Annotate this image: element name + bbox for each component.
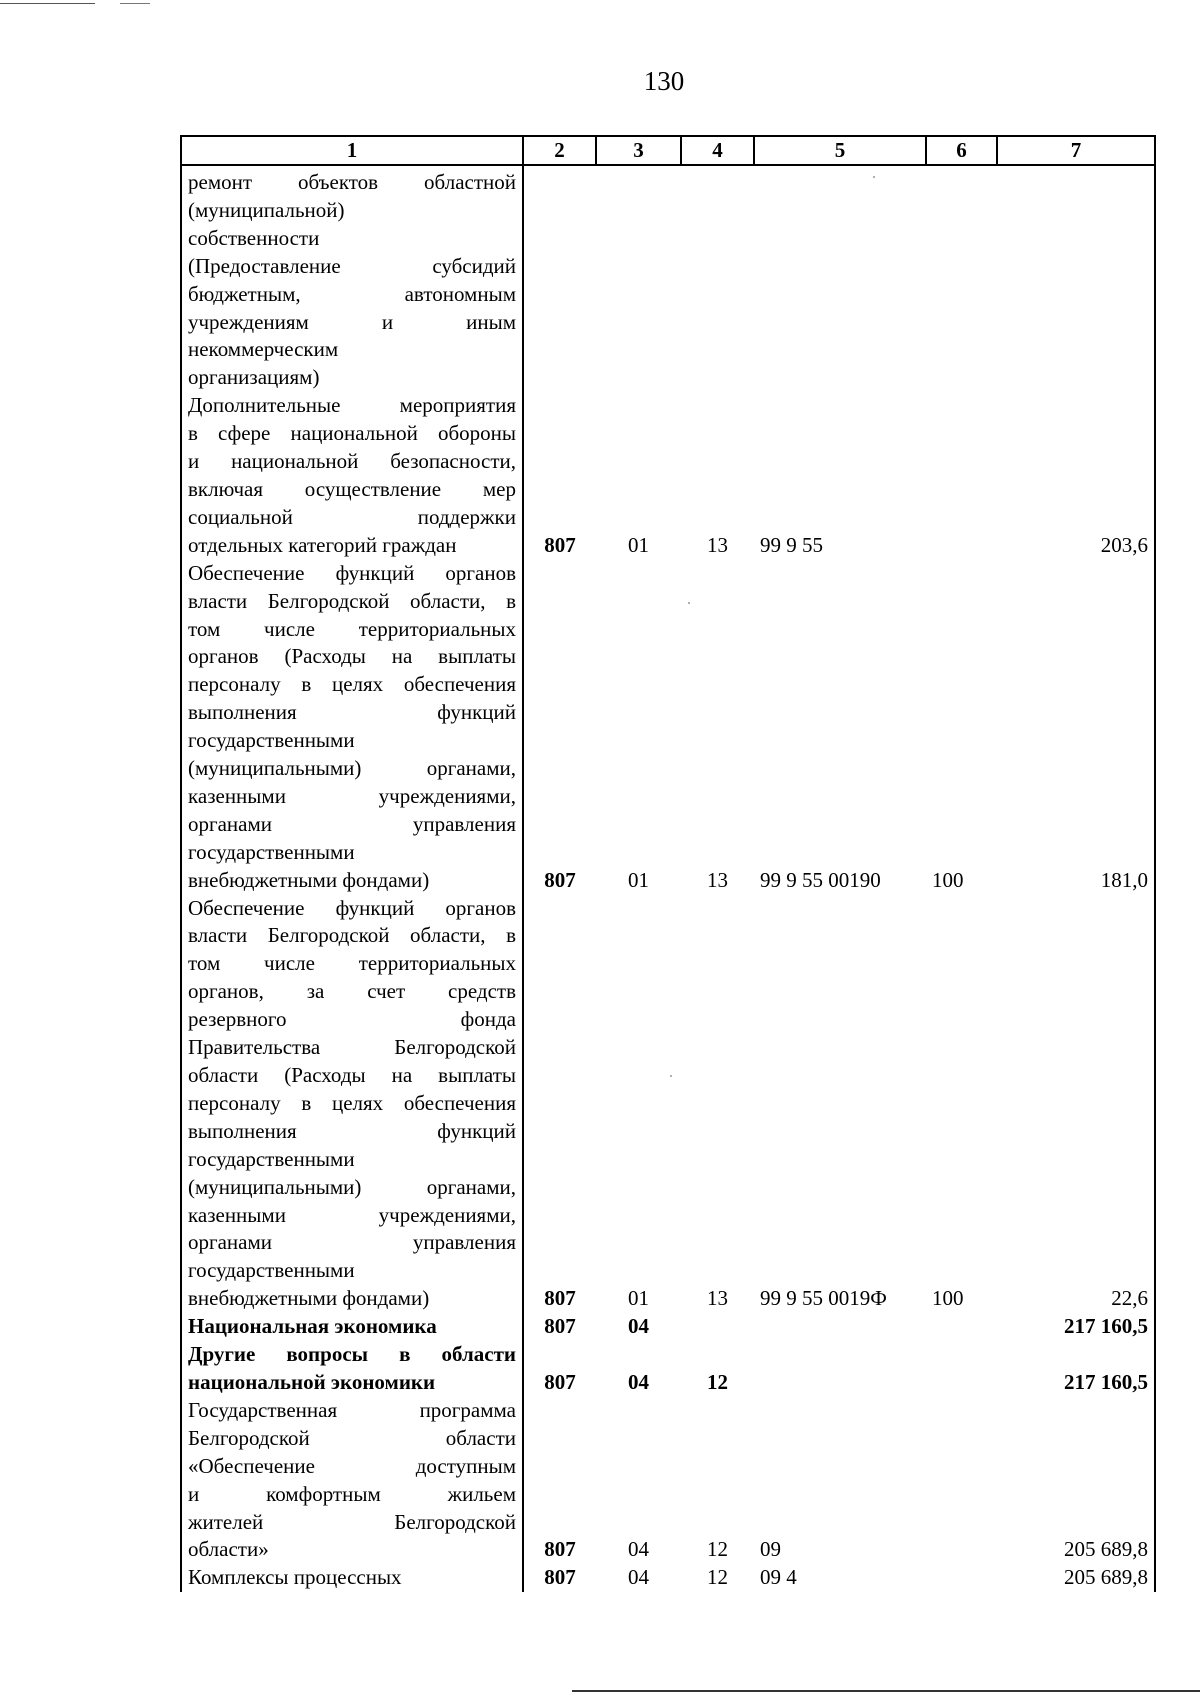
ministry-code <box>523 165 596 392</box>
ministry-code: 807 <box>544 1369 576 1394</box>
description-line: органов, за счет средств <box>188 979 516 1004</box>
column-header: 1 <box>181 136 523 165</box>
target-article-code: 99 9 55 00190 <box>760 867 881 892</box>
column-header: 6 <box>926 136 997 165</box>
row-description <box>181 1341 523 1397</box>
description-line: учреждениям и иным <box>188 309 516 334</box>
column-header: 2 <box>523 136 596 165</box>
description-line: казенными учреждениями, <box>188 1202 516 1227</box>
subsection-code: 12 <box>707 1369 728 1394</box>
target-article-code <box>754 165 926 392</box>
section-code <box>596 165 681 392</box>
description-line: внебюджетными фондами) <box>188 867 430 892</box>
target-article-code <box>754 1313 926 1341</box>
scan-speck <box>688 602 690 604</box>
subsection-code <box>681 165 754 392</box>
expense-type-code <box>926 1397 997 1564</box>
section-code: 01 <box>628 532 649 557</box>
description-line: бюджетным, автономным <box>188 281 516 306</box>
target-article-code: 09 <box>760 1537 781 1562</box>
description-line: (Предоставление субсидий <box>188 253 516 278</box>
section-code: 04 <box>628 1537 649 1562</box>
description-line: жителей Белгородской <box>188 1509 516 1534</box>
table-header-row <box>181 136 1155 165</box>
description-line: отдельных категорий граждан <box>188 532 457 557</box>
subsection-code: 13 <box>707 1286 728 1311</box>
description-line: персоналу в целях обеспечения <box>188 672 516 697</box>
description-line: Обеспечение функций органов <box>188 895 516 920</box>
ministry-code: 807 <box>544 867 576 892</box>
description-line: органами управления <box>188 1230 516 1255</box>
table-row <box>181 1397 1155 1564</box>
column-header: 5 <box>754 136 926 165</box>
description-line: и комфортным жильем <box>188 1481 516 1506</box>
scan-speck <box>873 176 875 178</box>
description-line: том числе территориальных <box>188 616 516 641</box>
row-description <box>181 560 523 895</box>
table-row <box>181 1313 1155 1341</box>
description-line: внебюджетными фондами) <box>188 1286 430 1311</box>
description-line: Обеспечение функций органов <box>188 560 516 585</box>
table-row <box>181 1564 1155 1592</box>
ministry-code: 807 <box>544 1565 576 1590</box>
description-line: национальной экономики <box>188 1369 436 1394</box>
table-row <box>181 165 1155 392</box>
description-line: «Обеспечение доступным <box>188 1453 516 1478</box>
description-line: органами управления <box>188 811 516 836</box>
ministry-code: 807 <box>544 1286 576 1311</box>
description-line: (муниципальными) органами, <box>188 756 516 781</box>
section-code: 04 <box>628 1369 649 1394</box>
section-code: 01 <box>628 867 649 892</box>
description-line: Комплексы процессных <box>188 1565 402 1590</box>
description-line: государственными <box>188 1146 355 1171</box>
table-row <box>181 1341 1155 1397</box>
row-description <box>181 392 523 559</box>
expense-type-code: 100 <box>932 867 964 892</box>
scan-edge-line <box>0 3 95 4</box>
description-line: том числе территориальных <box>188 951 516 976</box>
description-line: (муниципальными) органами, <box>188 1174 516 1199</box>
target-article-code: 09 4 <box>760 1565 797 1590</box>
amount: 203,6 <box>997 392 1155 559</box>
description-line: собственности <box>188 225 320 250</box>
description-line: Национальная экономика <box>188 1314 437 1339</box>
description-line: и национальной безопасности, <box>188 449 516 474</box>
description-line: органов (Расходы на выплаты <box>188 644 516 669</box>
scan-edge-line <box>120 3 150 4</box>
description-line: Другие вопросы в области <box>188 1342 516 1367</box>
table-row <box>181 560 1155 895</box>
amount: 181,0 <box>997 560 1155 895</box>
description-line: Государственная программа <box>188 1397 516 1422</box>
row-description <box>181 1564 523 1592</box>
subsection-code: 12 <box>707 1565 728 1590</box>
subsection-code: 13 <box>707 532 728 557</box>
description-line: (муниципальной) <box>188 197 345 222</box>
subsection-code <box>681 1313 754 1341</box>
column-header: 4 <box>681 136 754 165</box>
description-line: власти Белгородской области, в <box>188 923 516 948</box>
description-line: области (Расходы на выплаты <box>188 1063 516 1087</box>
description-line: выполнения функций <box>188 700 516 725</box>
target-article-code: 99 9 55 <box>760 532 823 557</box>
expense-type-code <box>926 392 997 559</box>
expense-type-code <box>926 1313 997 1341</box>
section-code: 04 <box>628 1314 649 1339</box>
description-line: социальной поддержки <box>188 504 516 529</box>
page-number: 130 <box>643 66 685 96</box>
target-article-code <box>754 1341 926 1397</box>
subsection-code: 12 <box>707 1537 728 1562</box>
column-header: 3 <box>596 136 681 165</box>
description-line: области» <box>188 1537 269 1562</box>
description-line: власти Белгородской области, в <box>188 588 516 613</box>
description-line: резервного фонда <box>188 1007 516 1032</box>
table-row <box>181 895 1155 1314</box>
row-description <box>181 895 523 1314</box>
row-description <box>181 1397 523 1564</box>
expense-type-code: 100 <box>932 1286 964 1311</box>
ministry-code: 807 <box>544 1537 576 1562</box>
description-line: казенными учреждениями, <box>188 783 516 808</box>
target-article-code: 99 9 55 0019Ф <box>760 1286 887 1311</box>
section-code: 01 <box>628 1286 649 1311</box>
section-code: 04 <box>628 1565 649 1590</box>
ministry-code: 807 <box>544 532 576 557</box>
expense-type-code <box>926 1341 997 1397</box>
budget-table <box>180 135 1156 1592</box>
description-line: государственными <box>188 839 355 864</box>
expense-type-code <box>926 1564 997 1592</box>
ministry-code: 807 <box>544 1314 576 1339</box>
description-line: государственными <box>188 1258 355 1283</box>
amount: 205 689,8 <box>997 1397 1155 1564</box>
description-line: в сфере национальной обороны <box>188 421 516 446</box>
description-line: выполнения функций <box>188 1118 516 1143</box>
row-description <box>181 165 523 392</box>
amount: 205 689,8 <box>997 1564 1155 1592</box>
description-line: Правительства Белгородской <box>188 1035 516 1060</box>
scan-edge-line <box>572 1690 1200 1692</box>
amount: 217 160,5 <box>997 1313 1155 1341</box>
subsection-code: 13 <box>707 867 728 892</box>
description-line: включая осуществление мер <box>188 476 516 501</box>
description-line: государственными <box>188 728 355 753</box>
description-line: персоналу в целях обеспечения <box>188 1090 516 1115</box>
description-line: Дополнительные мероприятия <box>188 393 516 418</box>
amount: 22,6 <box>997 895 1155 1314</box>
description-line: некоммерческим <box>188 337 339 362</box>
description-line: ремонт объектов областной <box>188 170 516 194</box>
table-row <box>181 392 1155 559</box>
description-line: организациям) <box>188 365 320 390</box>
expense-type-code <box>926 165 997 392</box>
amount: 217 160,5 <box>997 1341 1155 1397</box>
row-description <box>181 1313 523 1341</box>
description-line: Белгородской области <box>188 1425 516 1450</box>
amount <box>997 165 1155 392</box>
scan-speck <box>670 1075 672 1077</box>
column-header: 7 <box>997 136 1155 165</box>
